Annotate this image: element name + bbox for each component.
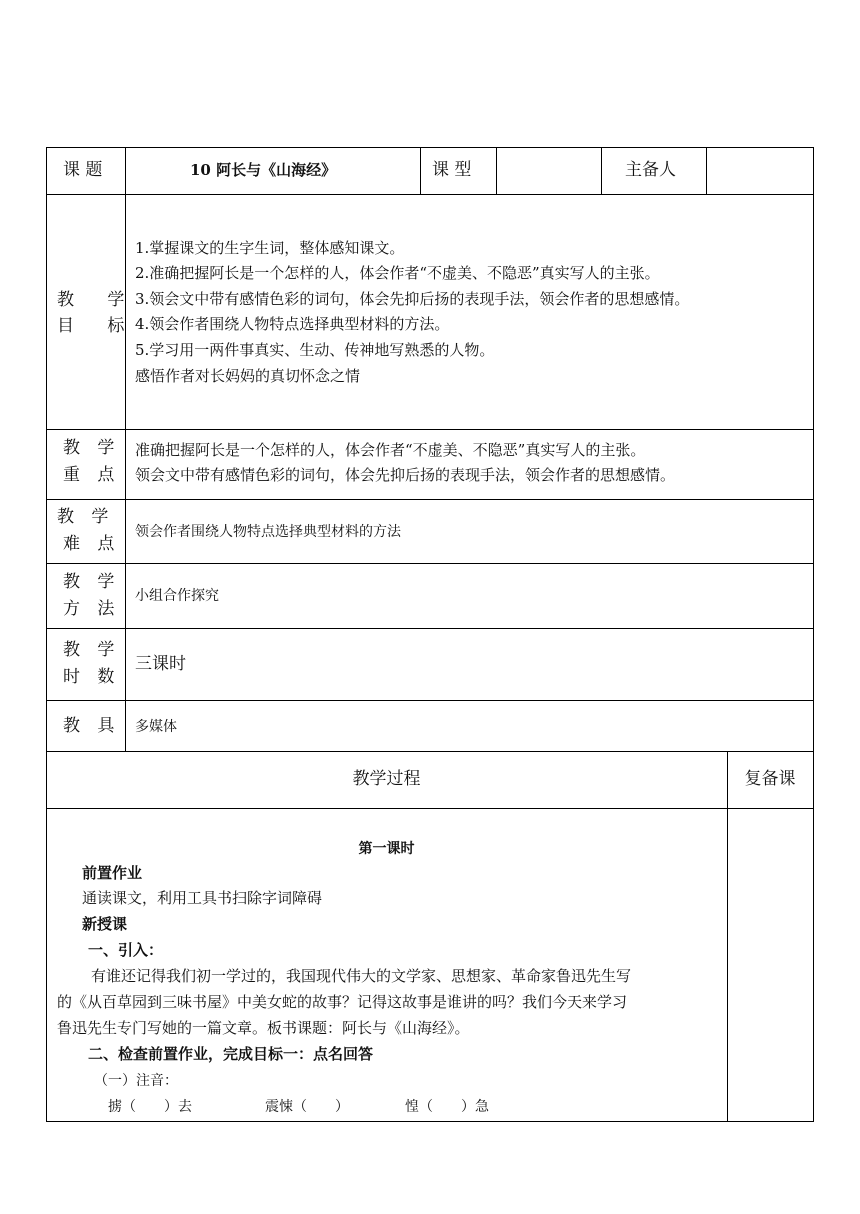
intro-heading: 一、引入：: [88, 941, 164, 959]
hours-label-line1: 教 学: [63, 640, 121, 660]
review-header: 复备课: [744, 769, 796, 789]
tools-label: 教 具: [63, 716, 121, 736]
phonetic-item: 震悚（ ）: [265, 1099, 349, 1115]
header-cell-divider: [496, 147, 497, 195]
intro-paragraph-line: 鲁迅先生专门写她的一篇文章。板书课题：阿长与《山海经》。: [57, 1019, 470, 1037]
key-points-label-line2: 重 点: [63, 465, 121, 485]
method-label-line1: 教 学: [63, 572, 121, 592]
key-points-label-line1: 教 学: [63, 438, 121, 458]
pre-work-text: 通读课文，利用工具书扫除字词障碍: [82, 889, 323, 907]
table-border-right: [813, 147, 814, 1122]
objectives-label-line2: 目 标: [57, 316, 139, 336]
process-header: 教学过程: [352, 769, 421, 789]
header-cell-divider: [601, 147, 602, 195]
row-divider: [46, 563, 814, 564]
intro-paragraph-line: 的《从百草园到三味书屋》中美女蛇的故事？记得这故事是谁讲的吗？我们今天来学习: [57, 993, 628, 1011]
method-label-line2: 方 法: [63, 599, 121, 619]
phonetic-item: 惶（ ）急: [405, 1099, 489, 1115]
header-cell-divider: [706, 147, 707, 195]
preparer-label: 主备人: [625, 160, 676, 180]
objective-item: 5.学习用一两件事真实、生动、传神地写熟悉的人物。: [135, 341, 495, 359]
difficulties-text: 领会作者围绕人物特点选择典型材料的方法: [135, 524, 401, 540]
header-cell-divider: [420, 147, 421, 195]
review-column-cell: [728, 809, 813, 1121]
check-heading: 二、检查前置作业，完成目标一：点名回答: [88, 1045, 374, 1063]
table-border-left: [46, 147, 47, 1122]
objective-item: 3.领会文中带有感情色彩的词句，体会先抑后扬的表现手法，领会作者的思想感情。: [135, 290, 690, 308]
tools-text: 多媒体: [135, 719, 177, 735]
difficulties-label-line2: 难 点: [63, 534, 121, 554]
objective-item: 4.领会作者围绕人物特点选择典型材料的方法。: [135, 315, 450, 333]
row-divider: [46, 429, 814, 430]
objective-item: 感悟作者对长妈妈的真切怀念之情: [135, 367, 361, 385]
phonetic-item: 掳（ ）去: [108, 1099, 192, 1115]
row-divider: [46, 628, 814, 629]
key-point-item: 准确把握阿长是一个怎样的人，体会作者“不虚美、不隐恶”真实写人的主张。: [135, 441, 646, 459]
type-label: 课 型: [432, 160, 472, 180]
session-title: 第一课时: [358, 841, 415, 857]
pre-work-heading: 前置作业: [82, 864, 143, 882]
phonetic-label: （一）注音：: [94, 1073, 178, 1089]
row-divider: [46, 499, 814, 500]
row-divider: [46, 194, 814, 195]
difficulties-label-line1: 教 学: [57, 507, 115, 527]
hours-text: 三课时: [135, 654, 186, 674]
topic-label: 课 题: [63, 160, 103, 180]
objective-item: 1.掌握课文的生字生词，整体感知课文。: [135, 239, 405, 257]
lesson-title: 10 阿长与《山海经》: [190, 161, 337, 179]
table-border-bottom: [46, 1121, 814, 1122]
row-divider: [46, 700, 814, 701]
intro-paragraph-line: 有谁还记得我们初一学过的，我国现代伟大的文学家、思想家、革命家鲁迅先生写: [91, 967, 632, 985]
label-column-divider: [125, 147, 126, 752]
row-divider: [46, 751, 814, 752]
key-point-item: 领会文中带有感情色彩的词句，体会先抑后扬的表现手法，领会作者的思想感情。: [135, 466, 676, 484]
row-divider: [46, 808, 814, 809]
objective-item: 2.准确把握阿长是一个怎样的人，体会作者“不虚美、不隐恶”真实写人的主张。: [135, 264, 660, 282]
table-border-top: [46, 147, 814, 148]
new-lesson-heading: 新授课: [82, 915, 128, 933]
objectives-label-line1: 教 学: [57, 290, 139, 310]
method-text: 小组合作探究: [135, 588, 219, 604]
hours-label-line2: 时 数: [63, 667, 121, 687]
